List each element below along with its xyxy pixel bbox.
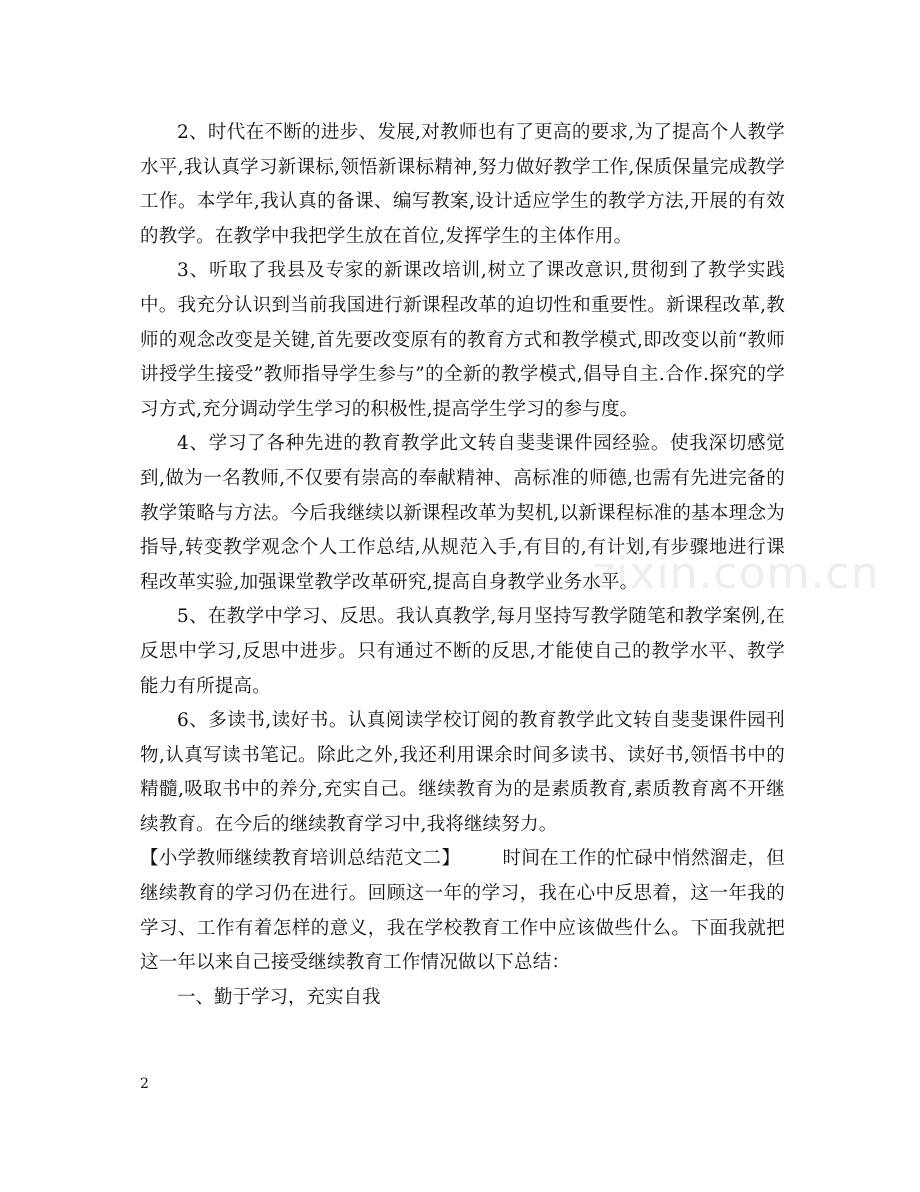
subheading: 一、勤于学习，充实自我	[177, 986, 381, 1008]
paragraph-6: 6、多读书,读好书。认真阅读学校订阅的教育教学此文转自斐斐课件园刊物,认真写读书笔记。除此之外,我还利用课余时间多读书、读好书,领悟书中的精髓,吸取书中的养分,充实自己。继续教育为的是素质教育,素质教育离不开继续教育。在今后的继续教育学习中,我将继续努力。	[140, 710, 785, 835]
paragraph-5: 5、在教学中学习、反思。我认真教学,每月坚持写教学随笔和教学案例,在反思中学习,反思中进步。只有通过不断的反思,才能使自己的教学水平、教学能力有所提高。	[140, 606, 785, 697]
document-body	[140, 116, 785, 1015]
page-number: 2	[140, 1076, 149, 1092]
watermark: zixin.com.cn	[592, 548, 880, 599]
paragraph-4: 4、学习了各种先进的教育教学此文转自斐斐课件园经验。使我深切感觉到,做为一名教师,不仅要有崇高的奉献精神、高标准的师德,也需有先进完备的教学策略与方法。今后我继续以新课程改革为契机,以新课程标准的基本理念为指导,转变教学观念个人工作总结,从规范入手,有目的,有计划,有步骤地进行课程改革实验,加强课堂教学改革研究,提高自身教学业务水平。	[140, 433, 785, 593]
section-intro: 时间在工作的忙碌中悄然溜走，但继续教育的学习仍在进行。回顾这一年的学习，我在心中反思着，这一年我的学习、工作有着怎样的意义，我在学校教育工作中应该做些什么。下面我就把这一年以来自己接受继续教育工作情况做以下总结：	[140, 848, 785, 974]
paragraph-3: 3、听取了我县及专家的新课改培训,树立了课改意识,贯彻到了教学实践中。我充分认识到当前我国进行新课程改革的迫切性和重要性。新课程改革,教师的观念改变是关键,首先要改变原有的教育方式和教学模式,即改变以前“教师讲授学生接受”教师指导学生参与”的全新的教学模式,倡导自主.合作.探究的学习方式,充分调动学生学习的积极性,提高学生学习的参与度。	[140, 260, 786, 420]
paragraph-2: 2、时代在不断的进步、发展,对教师也有了更高的要求,为了提高个人教学水平,我认真学习新课标,领悟新课标精神,努力做好教学工作,保质保量完成教学工作。本学年,我认真的备课、编写教案,设计适应学生的教学方法,开展的有效的教学。在教学中我把学生放在首位,发挥学生的主体作用。	[140, 122, 785, 247]
section-title: 【小学教师继续教育培训总结范文二】	[140, 848, 461, 870]
section-paragraph	[140, 842, 785, 980]
